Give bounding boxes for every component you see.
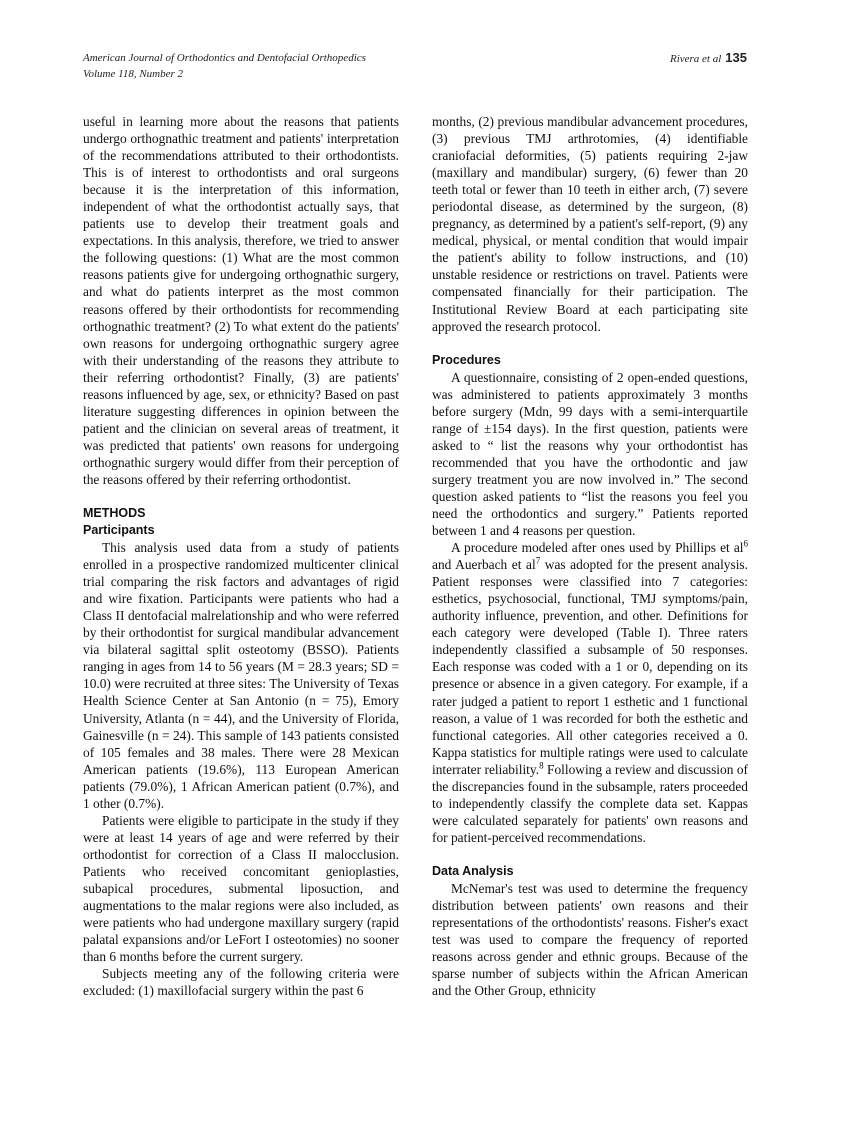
procedures-text-a: A procedure modeled after ones used by Phillips et al <box>451 540 744 556</box>
page-number: 135 <box>725 50 747 65</box>
procedures-text-b: and Auerbach et al <box>432 557 536 573</box>
procedures-text-c: was adopted for the present analysis. Patient responses were classified into 7 categories: esthetics, psychosocial, functional, TMJ symptoms/pain, authority influence, prevention, and other. Definitions for each category were developed (Table I). Three raters independently classified a subsample of 50 responses. Each response was coded with a 1 or 0, depending on its presence or absence in a given category. For example, if a rater judged a patient to report 1 esthetic and 1 functional reason, a value of 1 was recorded for both the esthetic and functional categories. All other categories received a 0. Kappa statistics for multiple ratings were used to calculate interrater reliability. <box>432 557 748 777</box>
article-authors: Rivera et al <box>669 53 722 65</box>
right-column <box>432 113 748 999</box>
journal-title: American Journal of Orthodontics and Dentofacial Orthopedics <box>83 52 366 64</box>
reference-6: 6 <box>743 538 748 549</box>
data-analysis-heading: Data Analysis <box>432 863 514 878</box>
reference-8: 8 <box>539 760 544 771</box>
procedures-paragraph-2 <box>432 539 748 846</box>
left-column <box>83 113 399 999</box>
intro-paragraph: useful in learning more about the reasons that patients undergo orthognathic treatment and patients' interpretation of the recommendations attributed to their orthodontists. This is of interest to orthodontists and oral surgeons because it is the interpretation of this information, independent of what the orthodontist actually says, that patients use to develop their treatment goals and expectations. In this analysis, therefore, we tried to answer the following questions: (1) What are the most common reasons patients give for undergoing orthognathic surgery, and what do patients interpret as the most common reasons offered by their orthodontists for recommending orthognathic treatment? (2) To what extent do the patients' own reasons for undergoing orthognathic surgery agree with their understanding of the reasons they attribute to their referring orthodontist? Finally, (3) are patients' reasons influenced by age, sex, or ethnicity? Based on past literature suggesting differences in opinion between the patient and the clinician on several areas of treatment, it was predicted that patients' own reasons for undergoing orthognathic surgery would differ from their perception of the reasons offered by their referring orthodontist. <box>83 114 399 487</box>
running-head-right <box>670 50 747 67</box>
data-analysis-paragraph: McNemar's test was used to determine the frequency distribution between patients' own reasons and their representations of the orthodontists' reasons. Fisher's exact test was used to compare the frequency of reported reasons across gender and ethnic groups. Because of the sparse number of subjects within the African American and the Other Group, ethnicity <box>432 880 748 999</box>
participants-heading: Participants <box>83 523 155 538</box>
methods-heading: METHODS <box>83 506 146 521</box>
participants-paragraph-1: This analysis used data from a study of patients enrolled in a prospective randomized multicenter clinical trial comparing the risk factors and advantages of rigid and wire fixation. Participants were patients who had a Class II dentofacial malrelationship and who were referred by their orthodontist for surgical mandibular advancement via bilateral sagittal split osteotomy (BSSO). Patients ranging in ages from 14 to 56 years (M = 28.3 years; SD = 10.0) were recruited at three sites: The University of Texas Health Science Center at San Antonio (n = 75), Emory University, Atlanta (n = 44), and the University of Florida, Gainesville (n = 24). This sample of 143 patients consisted of 105 females and 38 males. There were 28 Mexican American patients (19.6%), 113 European American patients (79.0%), 1 African American patient (0.7%), and 1 other (0.7%). <box>83 540 399 811</box>
participants-paragraph-2: Patients were eligible to participate in the study if they were at least 14 years of age and were referred by their orthodontist for correction of a Class II malocclusion. Patients who received concomitant genioplasties, subapical procedures, submental liposuction, and augmentations to the malar regions were also included, as were patients who had undergone maxillary surgery (rapid palatal expansions and/or LeFort I osteotomies) no sooner than 6 months before the current surgery. <box>83 812 399 965</box>
procedures-text-d: Following a review and discussion of the discrepancies found in the subsample, raters proceeded to independently classify the complete data set. Kappas were calculated separately for patients' own reasons and for patient-perceived recommendations. <box>432 761 749 845</box>
exclusion-criteria-paragraph: months, (2) previous mandibular advancement procedures, (3) previous TMJ arthrotomies, (4) identifiable craniofacial deformities, (5) patients requiring 2-jaw (maxillary and mandibular) surgery, (6) fewer than 20 teeth total or fewer than 10 teeth in either arch, (7) severe periodontal disease, as determined by the surgeon, (8) pregnancy, as determined by a patient's self-report, (9) any medical, physical, or mental condition that would impair the patient's ability to follow instructions, and (10) unstable residence or restrictions on travel. Patients were compensated financially for their participation. The Institutional Review Board at each participating site approved the research protocol. <box>432 114 748 334</box>
reference-7: 7 <box>535 555 541 566</box>
running-head-left <box>83 50 366 82</box>
procedures-heading: Procedures <box>432 352 501 367</box>
procedures-paragraph-1: A questionnaire, consisting of 2 open-ended questions, was administered to patients approximately 3 months before surgery (Mdn, 99 days with a semi-interquartile range of ±154 days). In the first question, patients were asked to “ list the reasons why your orthodontist has recommended that you have the orthodontic and jaw surgery treatment you are now involved in.” The second question asked patients to “list the reasons you feel you need the orthodontics and surgery.” Patients reported between 1 and 4 reasons per question. <box>432 369 748 539</box>
journal-volume: Volume 118, Number 2 <box>83 68 184 80</box>
participants-paragraph-3: Subjects meeting any of the following criteria were excluded: (1) maxillofacial surgery within the past 6 <box>83 966 399 999</box>
